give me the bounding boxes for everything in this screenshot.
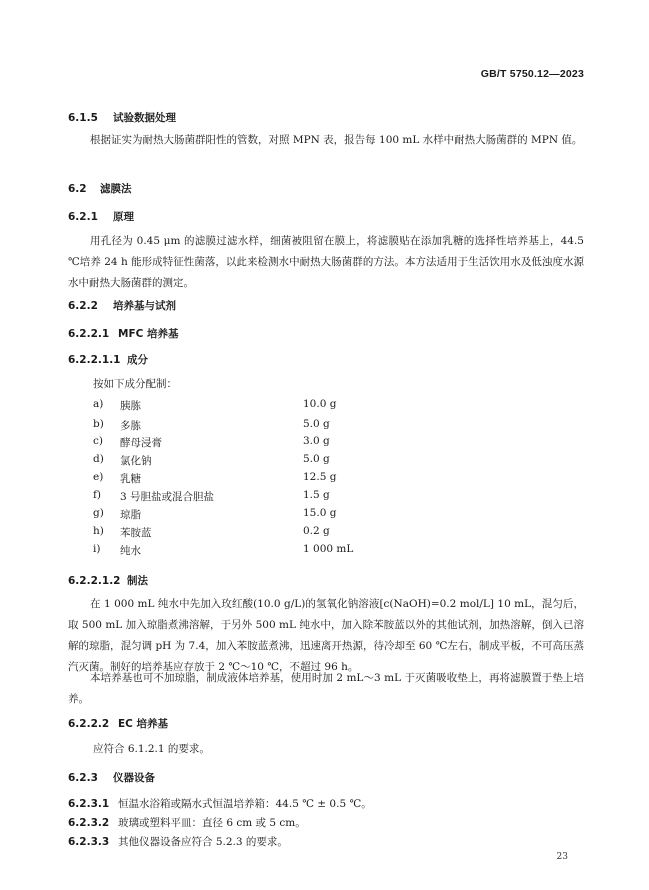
ingredient-name: 苯胺蓝	[120, 527, 152, 539]
section-title: 仪器设备	[113, 772, 155, 784]
section-title: 试验数据处理	[113, 112, 176, 124]
section-6-2-3-heading	[68, 770, 155, 785]
section-number: 6.2.2.1	[68, 328, 110, 340]
section-title: 滤膜法	[100, 183, 132, 195]
section-6-2-2-1-1-heading	[68, 352, 148, 367]
section-title: 培养基与试剂	[113, 300, 176, 312]
section-6-2-heading	[68, 181, 132, 196]
section-title: 制法	[127, 575, 148, 587]
ingredient-amount: 5.0 g	[303, 418, 330, 430]
ingredient-name: 胰胨	[120, 400, 141, 412]
ingredient-amount: 0.2 g	[303, 525, 330, 537]
section-6-1-5-heading	[68, 110, 176, 125]
section-6-2-2-1-2-heading	[68, 573, 148, 588]
section-number: 6.2.3.1	[68, 798, 110, 810]
page-number: 23	[556, 852, 568, 862]
section-number: 6.1.5	[68, 112, 98, 124]
section-number: 6.2.3	[68, 772, 98, 784]
section-6-2-3-2-line	[68, 815, 306, 830]
ingredient-name: 氯化钠	[120, 455, 152, 467]
section-6-2-2-1-heading	[68, 326, 178, 341]
ingredient-amount: 5.0 g	[303, 453, 330, 465]
ingredient-name: 纯水	[120, 545, 141, 557]
ingredient-letter: h)	[93, 525, 104, 537]
ingredient-amount: 3.0 g	[303, 435, 330, 447]
ingredient-amount: 15.0 g	[303, 507, 337, 519]
ingredient-amount: 12.5 g	[303, 471, 337, 483]
section-6-2-1-paragraph: 用孔径为 0.45 μm 的滤膜过滤水样，细菌被阻留在膜上，将滤膜贴在添加乳糖的选择性培养基上，44.5 ℃培养 24 h 能形成特征性菌落，以此来检测水中耐热大肠菌群的方法。本方法适用于生活饮用水及低浊度水源水中耐热大肠菌群的测定。	[68, 235, 584, 289]
section-title: EC 培养基	[118, 718, 169, 730]
equipment-text: 玻璃或塑料平皿：直径 6 cm 或 5 cm。	[118, 817, 306, 829]
ingredient-letter: e)	[93, 471, 104, 483]
preparation-paragraph-1: 在 1 000 mL 纯水中先加入玫红酸(10.0 g/L)的氢氧化钠溶液[c(NaOH)=0.2 mol/L] 10 mL，混匀后，取 500 mL 加入琼脂煮沸溶解，于另外 500 mL 纯水中，加入除苯胺蓝以外的其他试剂，加热溶解，倒入已溶解的琼脂，混匀调 pH 为 7.4，加入苯胺蓝煮沸，迅速离开热源，待冷却至 60 ℃左右，制成平板，不可高压蒸汽灭菌。制好的培养基应存放于 2 ℃～10 ℃，不超过 96 h。	[68, 598, 584, 673]
section-number: 6.2.3.2	[68, 817, 110, 829]
equipment-text: 其他仪器设备应符合 5.2.3 的要求。	[118, 836, 288, 848]
section-number: 6.2.2.1.2	[68, 575, 121, 587]
section-number: 6.2.3.3	[68, 836, 110, 848]
ingredient-letter: d)	[93, 453, 104, 465]
preparation-paragraph-2: 本培养基也可不加琼脂，制成液体培养基，使用时加 2 mL～3 mL 于灭菌吸收垫上，再将滤膜置于垫上培养。	[68, 672, 584, 705]
ingredient-letter: g)	[93, 507, 104, 519]
ingredient-letter: c)	[93, 435, 103, 447]
section-number: 6.2.1	[68, 211, 98, 223]
section-6-2-2-2-heading	[68, 716, 168, 731]
section-6-1-5-paragraph: 根据证实为耐热大肠菌群阳性的管数，对照 MPN 表，报告每 100 mL 水样中耐热大肠菌群的 MPN 值。	[90, 134, 583, 146]
ingredient-name: 琼脂	[120, 509, 141, 521]
ingredient-name: 3 号胆盐或混合胆盐	[120, 491, 215, 503]
ingredient-name: 乳糖	[120, 473, 141, 485]
section-number: 6.2.2.1.1	[68, 354, 121, 366]
ingredients-intro: 按如下成分配制：	[93, 378, 177, 390]
section-6-2-2-heading	[68, 298, 176, 313]
section-number: 6.2.2	[68, 300, 98, 312]
ingredient-letter: f)	[93, 489, 101, 501]
ingredient-name: 多胨	[120, 420, 141, 432]
ingredient-letter: i)	[93, 543, 101, 555]
ingredient-amount: 10.0 g	[303, 398, 337, 410]
section-6-2-1-heading	[68, 209, 134, 224]
section-number: 6.2.2.2	[68, 718, 110, 730]
section-title: 成分	[127, 354, 148, 366]
section-title: 原理	[113, 211, 134, 223]
section-6-2-2-2-paragraph: 应符合 6.1.2.1 的要求。	[93, 743, 210, 755]
section-6-2-3-3-line	[68, 834, 288, 849]
section-number: 6.2	[68, 183, 87, 195]
equipment-text: 恒温水浴箱或隔水式恒温培养箱：44.5 ℃ ± 0.5 ℃。	[118, 798, 372, 810]
ingredient-amount: 1.5 g	[303, 489, 330, 501]
standard-number: GB/T 5750.12—2023	[480, 68, 584, 80]
section-title: MFC 培养基	[118, 328, 179, 340]
ingredient-name: 酵母浸膏	[120, 437, 162, 449]
section-6-2-3-1-line	[68, 796, 372, 811]
ingredient-letter: b)	[93, 418, 104, 430]
ingredient-letter: a)	[93, 398, 104, 410]
ingredient-amount: 1 000 mL	[303, 543, 354, 555]
